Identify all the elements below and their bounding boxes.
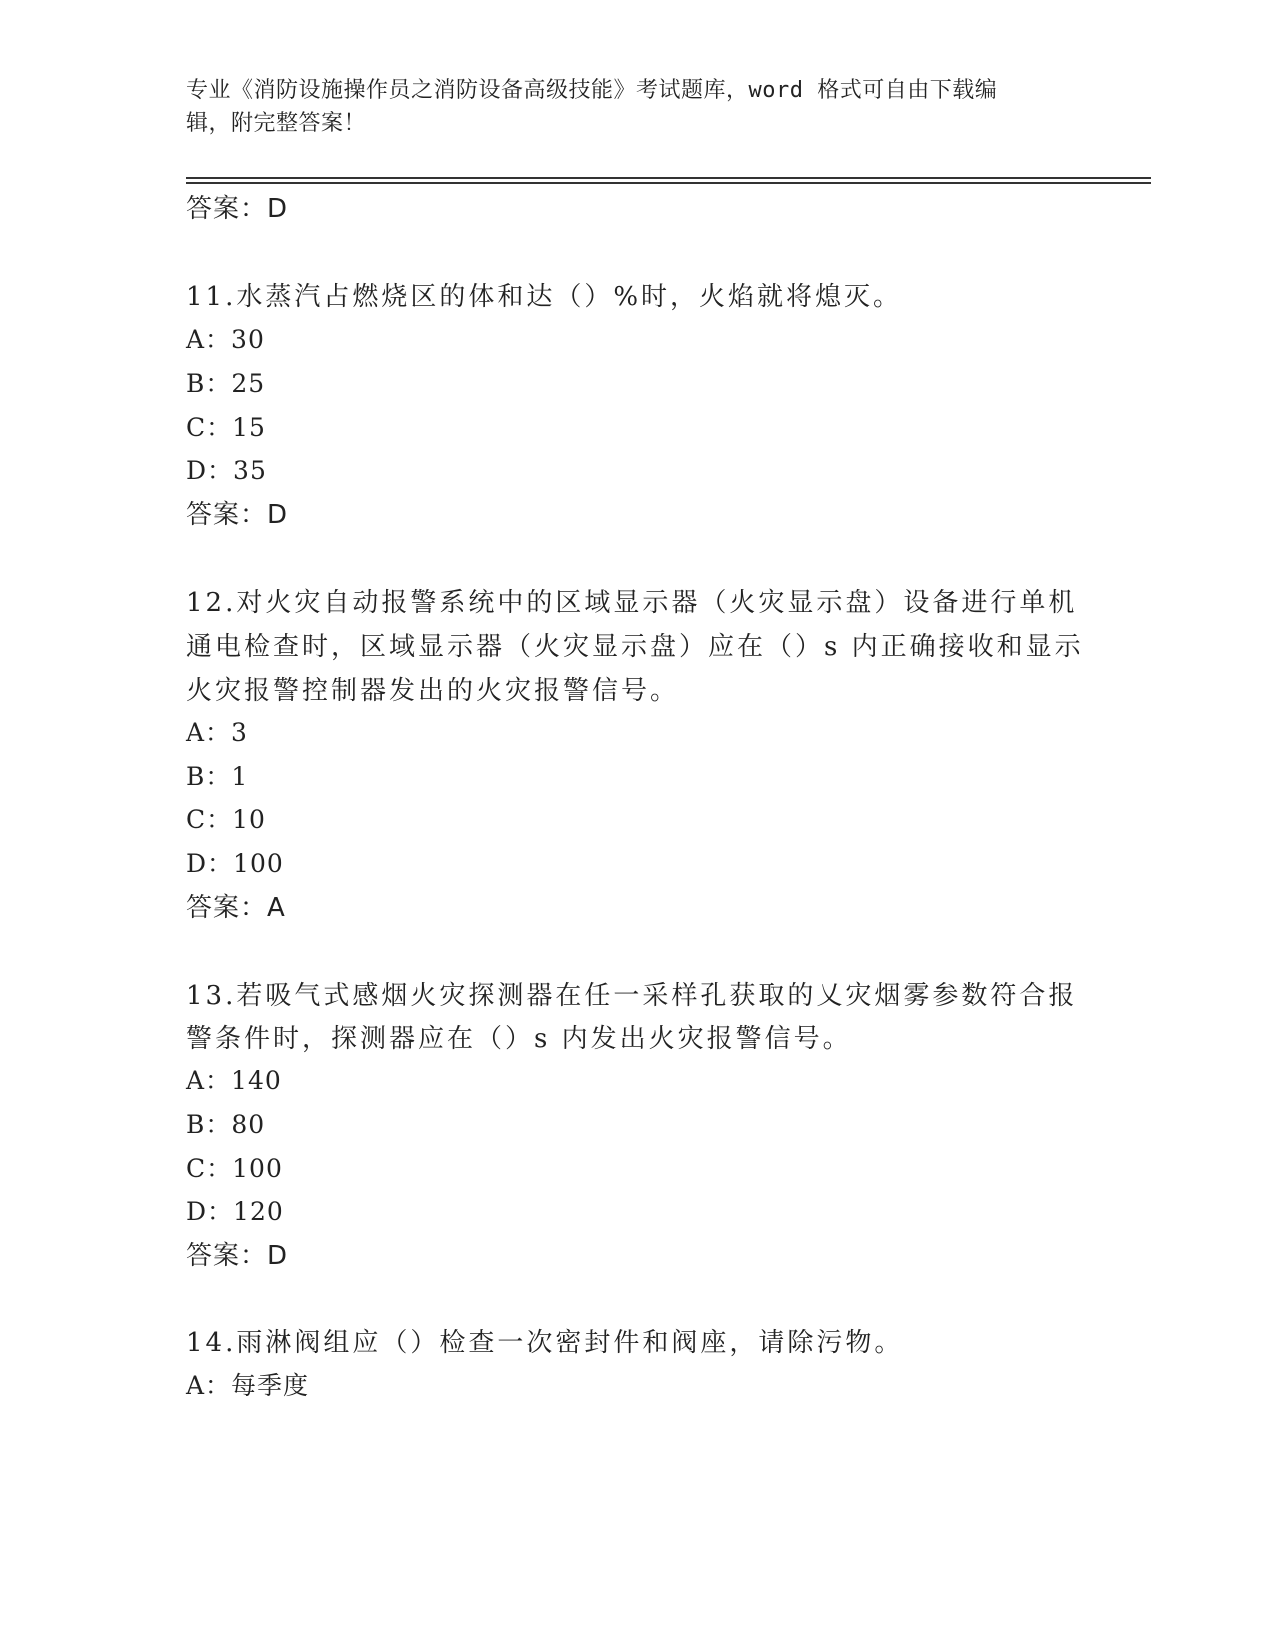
- question-11-option-d: D：35: [186, 456, 267, 485]
- header-divider-top: [186, 177, 1151, 179]
- question-12-text-line-3: 火灾报警控制器发出的火灾报警信号。: [186, 676, 680, 706]
- question-13-option-d: D：120: [186, 1197, 284, 1226]
- question-13-answer: 答案：D: [186, 1241, 289, 1271]
- question-11-option-b: B：25: [186, 369, 266, 398]
- question-13-text-line-2: 警条件时，探测器应在（）s 内发出火灾报警信号。: [186, 1024, 852, 1054]
- question-13-option-b: B：80: [186, 1110, 266, 1139]
- question-13-option-c: C：100: [186, 1154, 283, 1183]
- question-12-text-line-1: 12.对火灾自动报警系统中的区域显示器（火灾显示盘）设备进行单机: [186, 588, 1078, 618]
- question-13-option-a: A：140: [186, 1066, 282, 1095]
- answer-line: 答案：D: [186, 194, 289, 224]
- question-13-text-line-1: 13.若吸气式感烟火灾探测器在任一采样孔获取的乂灾烟雾参数符合报: [186, 981, 1078, 1011]
- question-11-option-a: A：30: [186, 325, 265, 354]
- question-12-answer: 答案：A: [186, 893, 286, 923]
- header-divider-bottom: [186, 182, 1151, 184]
- question-12-option-c: C：10: [186, 805, 266, 834]
- question-12-text-line-2: 通电检查时，区域显示器（火灾显示盘）应在（）s 内正确接收和显示: [186, 632, 1084, 662]
- document-header: [186, 74, 1066, 140]
- question-11-option-c: C：15: [186, 413, 266, 442]
- question-12-option-d: D：100: [186, 849, 284, 878]
- question-11-text: 11.水蒸汽占燃烧区的体和达（）%时，火焰就将熄灭。: [186, 282, 903, 312]
- header-line-2: 辑，附完整答案！: [186, 111, 367, 136]
- question-14-text: 14.雨淋阀组应（）检查一次密封件和阀座，请除污物。: [186, 1328, 904, 1358]
- question-11-answer: 答案：D: [186, 500, 289, 530]
- question-12-option-a: A：3: [186, 718, 248, 747]
- question-12-option-b: B：1: [186, 762, 249, 791]
- question-14-option-a: A：每季度: [186, 1371, 310, 1400]
- header-line-1: 专业《消防设施操作员之消防设备高级技能》考试题库，word 格式可自由下载编: [186, 78, 998, 103]
